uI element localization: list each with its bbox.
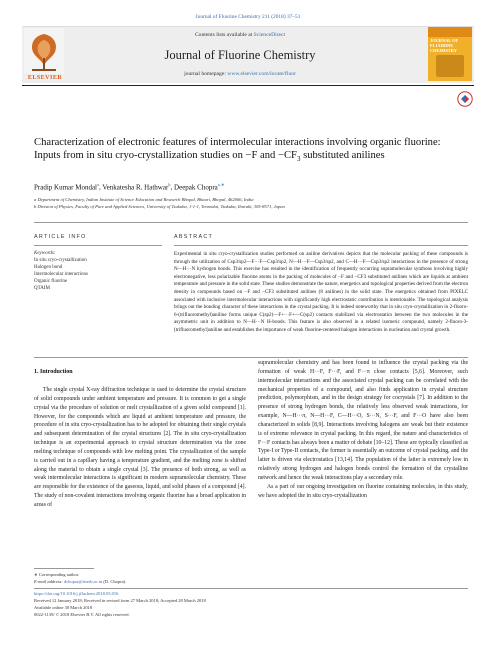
- abstract-bottom-rule: [34, 357, 468, 358]
- doi-rule: [34, 588, 468, 589]
- email-label: E-mail address:: [34, 579, 63, 584]
- article-title: Characterization of electronic features of intermolecular interactions involving organic fluorine: Inputs from in situ cryo-crystallization studies on −F and $-CF_3$ substituted anilines: [34, 137, 441, 164]
- keyword-item[interactable]: QTAIM: [34, 286, 50, 291]
- homepage-link[interactable]: www.elsevier.com/locate/fluor: [227, 71, 296, 77]
- crossmark-icon[interactable]: [457, 91, 473, 107]
- available-online: Available online 30 March 2018: [34, 605, 93, 610]
- homepage-prefix: journal homepage:: [184, 71, 226, 77]
- article-info-rule: [34, 245, 162, 246]
- author-2-affil: b: [168, 182, 171, 187]
- section-heading-introduction: 1. Introduction: [34, 369, 73, 375]
- article-info-heading: ARTICLE INFO: [34, 234, 87, 240]
- author-3[interactable]: , Deepak Chopra: [170, 183, 218, 192]
- affiliation-b: b Division of Physics, Faculty of Pure and Applied Sciences, University of Tsukuba, 1-1-1, Tennodai, Tsukuba, Ibaraki, 305-8571, Japan: [34, 204, 285, 209]
- author-3-affil: a,∗: [217, 182, 225, 187]
- publisher-logo-text: ELSEVIER: [27, 75, 63, 81]
- journal-homepage: [70, 71, 410, 77]
- contents-prefix: Contents lists available at: [194, 32, 253, 38]
- keyword-item[interactable]: Halogen bond: [34, 265, 63, 270]
- copyright-note: 0022-1139/ © 2018 Elsevier B.V. All rights reserved.: [34, 612, 130, 617]
- author-1[interactable]: Pradip Kumar Mondal: [34, 183, 97, 192]
- email-note: [34, 579, 126, 584]
- footnote-rule: [34, 568, 94, 569]
- author-1-affil: a: [97, 182, 99, 187]
- paragraph: The single crystal X-ray diffraction technique is used to determine the crystal structure of solid compounds under ambient temperature and pressure. It is common to get a single crystal via the procedure of solution or melt crystallization of a given solid compound [1]. However, for the compounds which are liquid at ambient temperature and pressure, the procedure of in situ cryo-crystallization has to be adopted for obtaining their single crystals and subsequent determination of the crystal structures [2]. The in situ cryo-crystallization technique is an experimental approach to crystal structure determination via the zone melting technique of compounds with low melting point. The crystallization of the sample is carried out in a capillary having a temperature gradient, and the melting zone is shifted along the material to obtain a single crystal [3]. The presence of both strong, as well as weak intermolecular interactions is significant in modern supramolecular chemistry. These are responsible for the existence of the gaseous, liquid, and solid phases of a compound [4]. The study of non-covalent interactions involving organic fluorine has a broad application in areas of: [34, 387, 246, 508]
- journal-title[interactable]: Journal of Fluorine Chemistry: [164, 48, 316, 62]
- keyword-item[interactable]: In situ cryo-crystallization: [34, 258, 87, 263]
- body-column-left: [34, 386, 246, 510]
- author-2[interactable]: , Venkatesha R. Hathwar: [99, 183, 169, 192]
- contents-line: [70, 32, 410, 38]
- abstract-text: Experimental in situ cryo-crystallization studies performed on aniline derivatives depicts that the molecular packing of these compounds is through the utilization of Csp3/sp2—F···F—Csp3/sp2, N—H···F—Csp3/sp2, and C—H···F—Csp3/sp2 interactions in the presence of strong N—H···N hydrogen bonds. This exercise has resulted in the identification of frequently occurring supramolecular synthons involving highly electronegative, less polarizable fluorine atoms in the packing of molecules of −F and −CF3 substituted anilines which are liquids at ambient temperature and pressure in the solid state. These studies demonstrate the nature, energetics and topological properties derived from the electron density in compounds based on −F and −CF3 substituted anilines (8 anilines) in the solid state. The energetics obtained from PIXELC associated with inclusive intermolecular interactions with significantly high electrostatic contribution is mentionable. The topological analysis brings out the bonding character of these interactions in the crystal packing. It is indeed noteworthy that in situ cryo-crystallization in 2-fluoro-6-(trifluoromethyl)aniline forms unique C(sp2)—F+···F+—C(sp2) contacts stabilized via electrostatics between the two molecules in the asymmetric unit in addition to N—H···N H-bonds. This feature is also observed in a related isomeric compound, namely 2-fluoro-3-(trifluoromethyl)aniline and establishes the importance of weak fluorine-centered halogen interactions in nucleation and crystal growth.: [174, 251, 468, 333]
- sciencedirect-link[interactable]: ScienceDirect: [253, 32, 286, 38]
- affiliation-a: a Department of Chemistry, Indian Institute of Science Education and Research Bhopal, Bhauri, Bhopal, 462066, India: [34, 197, 254, 202]
- elsevier-tree-logo: [24, 28, 64, 74]
- abstract-heading: ABSTRACT: [174, 234, 214, 240]
- doi-anchor[interactable]: https://doi.org/10.1016/j.jfluchem.2018.03.016: [34, 591, 119, 596]
- keyword-item[interactable]: Organic fluorine: [34, 279, 68, 284]
- journal-cover-image: [436, 55, 464, 77]
- paragraph: As a part of our ongoing investigation on fluorine containing molecules, in this study, we have adopted the in situ cryo-crystallization: [258, 483, 468, 499]
- keyword-item[interactable]: Intermolecular interactions: [34, 272, 89, 277]
- header-rule: [22, 85, 474, 86]
- received-dates: Received 12 January 2018; Received in revised form 27 March 2018; Accepted 28 March 2018: [34, 598, 206, 603]
- email-link[interactable]: dchopra@iiserb.ac.in: [63, 579, 103, 584]
- email-name: (D. Chopra).: [103, 579, 127, 584]
- corresponding-author-note: ∗ Corresponding author.: [34, 572, 80, 577]
- journal-cover-band: [428, 27, 472, 37]
- keywords-label: Keywords:: [34, 251, 56, 256]
- affiliation-rule: [34, 222, 468, 223]
- body-column-right: [258, 359, 468, 501]
- journal-cover-title: JOURNAL OF FLUORINE CHEMISTRY: [430, 38, 459, 53]
- journal-reference[interactable]: Journal of Fluorine Chemistry 211 (2018) 37–51: [195, 14, 301, 20]
- doi-link[interactable]: [34, 591, 118, 596]
- paragraph: supramolecular chemistry and has been found to influence the crystal packing via the formation of weak H···F, F···F, and F···π close contacts [5,6]. Moreover, such intermolecular interactions and the associated crystal packing can be correlated with the mechanical properties of a compound, and also finds application in crystal structure prediction, polymorphism, and in the design strategy for cocrystals [7]. In addition to the presence of strong hydrogen bonds, the relatively less observed weak interactions, for example, N—H···π, N—H···F, C—H···O, S···N, S···F, and F···O have also been characterized in solids [8,9]. Interactions involving halogens are weak but their existence is of extreme relevance in crystal packing. In this regard, the nature and characteristics of F···F contacts has always been a matter of debate [10–12]. These are typically classified as Type-I or Type-II contacts, the former is essentially an outcome of crystal packing, and the latter is driven via electrostatics [13,14]. The population of the latter is extremely low in relatively strong hydrogen and halogen bonds control the formation of the crystalline network and hence the weak interactions play a secondary role.: [258, 360, 468, 481]
- author-list: [34, 182, 454, 191]
- abstract-rule: [174, 245, 468, 246]
